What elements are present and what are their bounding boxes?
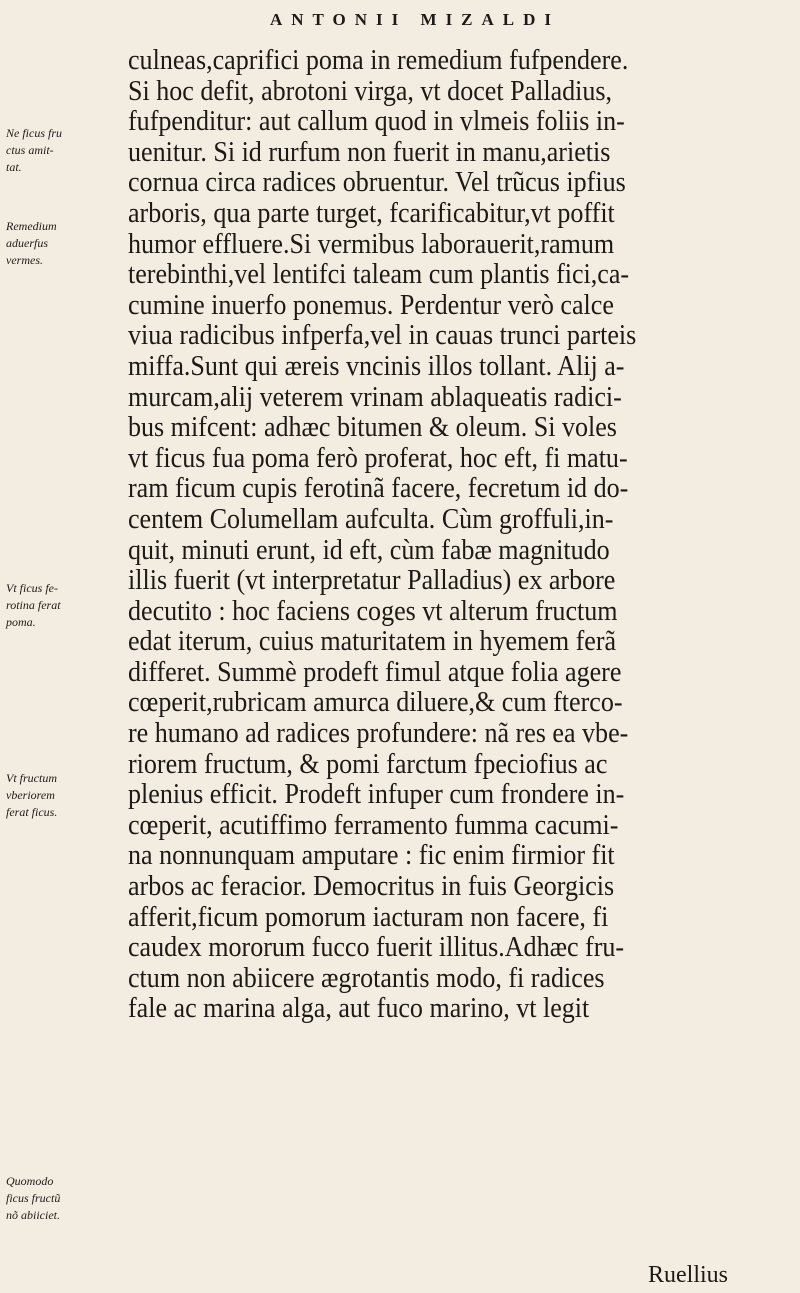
text-line: plenius efficit. Prodeft infuper cum frondere in- (128, 780, 625, 811)
text-line: terebinthi,vel lentifci taleam cum plantis fici,ca- (128, 260, 630, 291)
marginal-line: Ne ficus fru (6, 126, 62, 140)
text-line: cumine inuerfo ponemus. Perdentur verò calce (128, 290, 614, 321)
marginal-line: Remedium (6, 219, 57, 233)
catchword: Ruellius (647, 1262, 728, 1288)
marginal-line: vberiorem (6, 788, 55, 802)
text-line: edat iterum, cuius maturitatem in hyemem ferã (128, 627, 617, 658)
marginal-note-2 (6, 218, 94, 269)
main-text (128, 46, 788, 1025)
marginal-note-5 (6, 1173, 94, 1224)
text-line: arboris, qua parte turget, fcarificabitur,vt poffit (128, 198, 615, 229)
text-line: differet. Summè prodeft fimul atque folia agere (128, 657, 622, 688)
marginal-note-1 (6, 125, 94, 176)
marginal-line: rotina ferat (6, 598, 61, 612)
text-line: Si hoc defit, abrotoni virga, vt docet Palladius, (128, 76, 613, 107)
text-line: re humano ad radices profundere: nã res ea vbe- (128, 719, 629, 750)
marginal-note-3 (6, 580, 94, 631)
marginal-line: ctus amit- (6, 143, 54, 157)
marginal-line: ferat ficus. (6, 805, 58, 819)
marginal-line: aduerfus (6, 236, 48, 250)
text-line: fufpenditur: aut callum quod in vlmeis foliis in- (128, 107, 625, 138)
text-line: cœperit,rubricam amurca diluere,& cum fterco- (128, 688, 623, 719)
text-line: murcam,alij veterem vrinam ablaqueatis radici- (128, 382, 622, 413)
text-line: miffa.Sunt qui æreis vncinis illos tollant. Alij a- (128, 351, 625, 382)
text-line: fale ac marina alga, aut fuco marino, vt legit (128, 994, 590, 1025)
text-line: cœperit, acutiffimo ferramento fumma cacumi- (128, 810, 619, 841)
marginal-line: ficus fructũ (6, 1191, 61, 1205)
text-line: humor effluere.Si vermibus laborauerit,ramum (128, 229, 615, 260)
text-line: riorem fructum, & pomi farctum fpeciofius ac (128, 749, 608, 780)
text-line: culneas,caprifici poma in remedium fufpendere. (128, 46, 629, 76)
marginal-line: Vt fructum (6, 771, 57, 785)
text-line: arbos ac feracior. Democritus in fuis Georgicis (128, 872, 615, 903)
text-line: centem Columellam aufculta. Cùm groffuli,in- (128, 504, 614, 535)
marginal-line: vermes. (6, 253, 43, 267)
marginal-line: nõ abiiciet. (6, 1208, 60, 1222)
text-line: ram ficum cupis ferotinã facere, fecretum id do- (128, 474, 629, 505)
text-line: viua radicibus infperfa,vel in cauas trunci parteis (128, 321, 637, 352)
marginal-line: poma. (6, 615, 36, 629)
text-line: bus mifcent: adhæc bitumen & oleum. Si voles (128, 413, 617, 444)
text-line: na nonnunquam amputare : fic enim firmior fit (128, 841, 615, 872)
text-line: caudex mororum fucco fuerit illitus.Adhæc fru- (128, 933, 625, 964)
text-line: decutito : hoc faciens coges vt alterum fructum (128, 596, 618, 627)
running-header: ANTONII MIZALDI (269, 10, 561, 29)
text-line: vt ficus fua poma ferò proferat, hoc eft, fi matu- (128, 443, 628, 474)
text-line: cornua circa radices obruentur. Vel trũcus ipfius (128, 168, 626, 199)
marginal-line: Vt ficus fe- (6, 581, 58, 595)
marginal-note-4 (6, 770, 94, 821)
marginal-line: tat. (6, 160, 22, 174)
marginal-line: Quomodo (6, 1174, 54, 1188)
text-line: ctum non abiicere ægrotantis modo, fi radices (128, 963, 605, 994)
text-line: uenitur. Si id rurfum non fuerit in manu,arietis (128, 137, 611, 168)
text-line: afferit,ficum pomorum iacturam non facere, fi (128, 902, 609, 933)
text-line: illis fuerit (vt interpretatur Palladius) ex arbore (128, 566, 616, 597)
text-line: quit, minuti erunt, id eft, cùm fabæ magnitudo (128, 535, 610, 566)
